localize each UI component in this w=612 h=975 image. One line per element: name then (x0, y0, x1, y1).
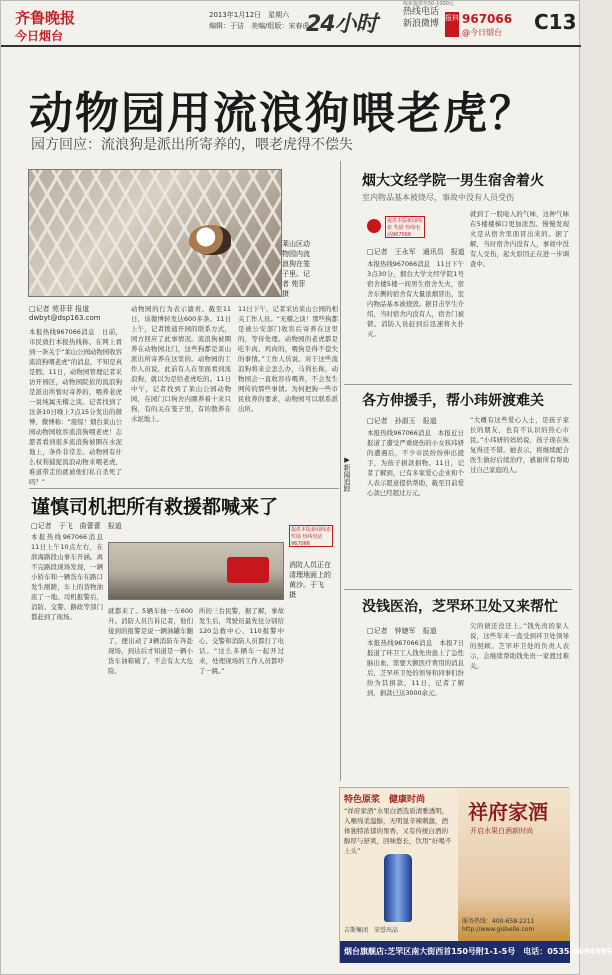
story5-byline: □记者 钟婕军 报道 (367, 627, 437, 635)
story3-subhead: 室内物品基本被烧尽，事故中没有人员受伤 (362, 193, 514, 202)
section-divider (29, 488, 339, 489)
ad-website: http://www.gisbelle.com (462, 926, 535, 933)
tip-box-icon (289, 525, 333, 547)
story3-column-1: 本报热线967066消息 11日下午3点30分，烟台大学文经学院1号宿舍楼5楼一间男生宿舍失火，宿舍东侧的宿舍有大量浓烟冒出，室内物品基本被烧毁。据目击学生介绍，当时宿舍内没有人，宿舍门被锁。消防人员赶到后迅速将火扑灭。 (367, 260, 464, 338)
hotline-box (403, 6, 439, 30)
story3-column-2: 就到了一股呛人的气味，这种气味在5楼楼梯口更加浓烈。慢慢发现火是从宿舍里面冒出来的。据了解，当时宿舍内没有人，事故中没有人受伤，起火原因正在进一步调查中。 (470, 210, 569, 268)
dog-figure (189, 225, 231, 255)
dog-photo-caption: 莱山区动物园内流浪狗在笼子里。记者 苑菲 摄 (282, 240, 310, 298)
ad-description: “祥府家酒”水果白酒选质清雅透明，入喉绵柔温醇，无明显辛辣刺激，酒体独特浓郁的果香，又有传统白酒的醇厚与舒爽，回味悠长，饮用“好喝不上头” (344, 807, 452, 855)
24-hours-logo (306, 4, 377, 39)
story3-headline: 烟大文经学院一男生宿舍着火 (362, 173, 544, 189)
column-divider (340, 161, 341, 781)
lead-column-3: 11日下午，记者采访莱山公园的相关工作人员。“无稽之谈！那些狗都是被公安部门收容后寄养在这里的，等待处理。动物园的老虎都是吃牛肉、鸡肉的，喂狗是得不偿失的事情。”工作人员说。对于这些流浪狗将来会怎么办，马利长称，动物园会一直收容待喂养，不会发生网传的那些事情。为何把狗一些市民收养的要求，动物园可以联系派出所。 (238, 305, 338, 413)
fire-truck-figure (227, 557, 269, 583)
story4-headline: 各方伸援手，帮小玮妍渡难关 (362, 393, 544, 409)
tip-badge-text: 提供本版新闻线索 奖励 热线电话967066 (387, 218, 423, 238)
story2-headline: 谨慎司机把所有救援都喊来了 (31, 496, 279, 518)
story4-column-1: 本报热线967066消息 本报近日报道了遭受严重烧伤的小女孩玮妍的遭遇后，不少市民纷纷伸出援手，为孩子捐款捐物。11日，记者了解到，已有多家爱心企业和个人表示愿意提供帮助，截至目前爱心款已经超过万元。 (367, 429, 464, 497)
hotline-number: 967066 (462, 12, 513, 26)
story5-column-1: 本报热线967066消息 本报7日报道了环卫工人钱先贵患上了急性脑出血，需要大额医疗费用的消息后，芝罘环卫处的领导和同事们纷纷为其捐款，11日，记者了解到，捐款已达3000余元。 (367, 639, 464, 697)
ad-left-panel (340, 788, 458, 941)
story4-byline: □记者 孙淑玉 报道 (367, 417, 437, 425)
tip-badge (385, 216, 425, 238)
story2-byline: □记者 于飞 曲蕾蕾 报道 (31, 522, 122, 530)
ad-right-panel (458, 788, 570, 941)
story2-column-2: 就都来了。5辆车抽一车600升。消防人员告诉记者，他们接到的报警是说一辆油罐车翻了，便出动了3辆消防车奔赴现场，到达后才知道是一辆小货车油箱破了，不会有太大危险。 (108, 607, 193, 675)
news-tracking-label: ▶新闻追踪 (343, 456, 351, 492)
story4-column-2: “大概有这些爱心人士，是孩子家长的朋友，也有不认识的热心市民。”小玮妍的妈妈说，孩子现在恢复得还不错。她表示，将继续配合医生做好后续治疗，感谢所有帮助过自己家庭的人。 (470, 416, 569, 474)
lead-subhead: 园方回应：流浪狗是派出所寄养的，喂老虎得不偿失 (31, 137, 353, 153)
section-divider (344, 384, 572, 385)
weibo-label: 新浪微博 (403, 19, 440, 29)
ad-slogan: 特色原浆 健康时尚 (344, 795, 426, 805)
ad-service-hotline: 服务热线：400-658-2211 (462, 918, 535, 925)
hotline-label: 热线电话 (403, 7, 440, 17)
lead-column-1: 本报热线967066消息 日前，市民致打本报热线称，在网上看到一条关于“莱山公园动物园收容流浪狗喂老虎”的消息，不知是真是假。11日，动物园管理记者采访开园区，动物园院依的流浪狗是派出所暂时寄养的，喂养老虎一说纯属无稽之谈。记者找到了这条10日晚上7点15分发出的微博，微博称：“震惊！烟台莱山公园动物园收容流浪狗喂老虎！志愿者看到很多流浪狗被圈在水泥地上，条件非常差。动物园有什么权利捕捉流浪动物来喂老虎，难道带走的就被他们私自杀死了吗？” (29, 328, 122, 486)
dog-cage-photo (28, 169, 282, 297)
liquor-bottle-image (384, 854, 412, 922)
tip-text: 提供本版新闻线索 奖励 热线电话967066 (291, 527, 332, 547)
fire-photo-caption: 消防人员正在清理地面上的黄沙。于飞 摄 (289, 561, 331, 599)
lead-headline: 动物园用流浪狗喂老虎？ (29, 88, 535, 139)
logo-label: 小时 (334, 12, 377, 37)
ad-store-bar: 烟台旗舰店:芝罘区南大街西首150号附1-1-5号 电话：0535-6694999 (340, 941, 570, 963)
liquor-advertisement (339, 787, 612, 963)
ad-brand-name: 祥府家酒 (468, 800, 548, 824)
date-line: 2013年1月12日 星期六 (209, 11, 290, 19)
fence-graphic (29, 170, 281, 296)
fire-rescue-photo (108, 542, 284, 600)
page-header (1, 1, 581, 47)
ad-brand-sub: 开启水果白酒新时尚 (470, 827, 533, 835)
lead-email: dwbyt@dsp163.com (29, 314, 101, 322)
editor-line: 编辑：于洁 美编/组版：宋春虎 (209, 22, 310, 30)
weibo-handle: @今日烟台 (462, 28, 502, 37)
paper-name: 齐鲁晚报 (15, 9, 76, 27)
ad-company: 吉斯集团 荣誉出品 (344, 927, 399, 934)
section-divider (344, 589, 572, 590)
logo-number: 24 (306, 12, 335, 37)
hotline-badge: 报料 (445, 12, 459, 37)
phone-icon (367, 219, 381, 233)
lead-byline: □记者 苑菲菲 报道 (29, 305, 90, 313)
story5-column-2: 欠的债还没还上。”钱先贵的家人说，这些年来一直受到环卫处领导的照顾。芝罘环卫处的负责人表示，会继续帮助钱先贵一家渡过难关。 (470, 622, 569, 670)
section-name: 今日烟台 (15, 29, 64, 43)
hot-tag: 线索提供奖50-1000元 (403, 1, 454, 7)
lead-column-2: 动物园的行为表示谴责。截至11日，该微博转发达600多条。11日上午，记者拨通开园的联系方式，园方回应了此事情况。流浪狗被圈养在动物园北门，这些狗都是莱山派出所寄养在这里的。动物园的工作人员说，此前有人在里面看到流浪狗，就以为是给老虎吃的。11日中午，记者找到了莱山公园动物园，在园门口狗舍内圈养着十来只狗，有的关在笼子里，有的散养在水泥地上。 (131, 305, 231, 423)
story2-column-1: 本报热线967066消息 11日上午10点左右，在滨海路段山事车开涵。离不完路段现场发现，一辆小轿车和一辆货车在路口发生剐蹭，车上的货物油流了一地。司机报警后，消防、交警、路政等部门都赶到了现场。 (31, 533, 110, 621)
story2-column-3: 所的三台民警，据了解，事故发生后，驾驶员最先往分别给120急救中心、110报警中心、交警和消防人员都打了电话。“这么多辆车一起开过来，处理现场的工作人员都吓了一跳。” (199, 607, 284, 675)
story5-headline: 没钱医治，芝罘环卫处又来帮忙 (362, 599, 558, 615)
story3-byline: □记者 王永军 通讯员 报道 (367, 248, 465, 256)
page-number: C13 (534, 10, 577, 34)
